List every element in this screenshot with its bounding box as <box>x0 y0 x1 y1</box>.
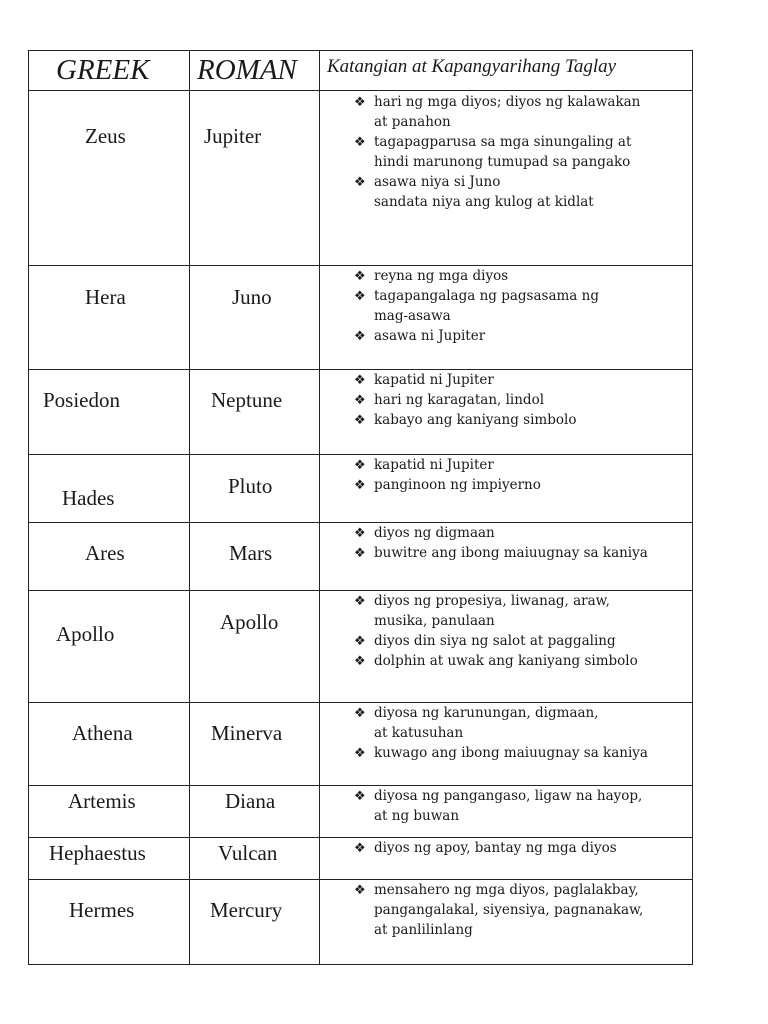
roman-name: Neptune <box>211 388 283 412</box>
trait-text: buwitre ang ibong maiuugnay sa kaniya <box>374 545 648 561</box>
roman-name: Mercury <box>210 898 283 922</box>
trait-text: at panlilinlang <box>374 922 473 938</box>
row-divider <box>29 90 692 91</box>
traits-list <box>354 838 689 858</box>
gods-table <box>28 50 693 965</box>
trait-text: hindi marunong tumupad sa pangako <box>374 154 631 170</box>
greek-name: Athena <box>72 721 133 745</box>
trait-line <box>354 838 689 858</box>
trait-text: diyosa ng karunungan, digmaan, <box>374 705 599 721</box>
header-roman: ROMAN <box>197 54 297 86</box>
trait-text: at panahon <box>374 114 451 130</box>
trait-text: mag-asawa <box>374 308 451 324</box>
trait-line <box>354 455 689 475</box>
greek-name: Apollo <box>56 622 115 646</box>
trait-text: sandata niya ang kulog at kidlat <box>374 194 594 210</box>
trait-text: asawa niya si Juno <box>374 174 501 190</box>
trait-text: kuwago ang ibong maiuugnay sa kaniya <box>374 745 648 761</box>
trait-text: diyos ng digmaan <box>374 525 495 541</box>
diamond-bullet-icon: ❖ <box>354 789 366 804</box>
greek-name: Zeus <box>85 124 126 148</box>
trait-text: mensahero ng mga diyos, paglalakbay, <box>374 882 639 898</box>
trait-text: at ng buwan <box>374 808 460 824</box>
trait-text: hari ng karagatan, lindol <box>374 392 545 408</box>
trait-line <box>354 92 689 112</box>
trait-text: musika, panulaan <box>374 613 495 629</box>
trait-text: diyos ng apoy, bantay ng mga diyos <box>374 840 617 856</box>
roman-name: Mars <box>229 541 273 565</box>
diamond-bullet-icon: ❖ <box>354 594 366 609</box>
traits-list <box>354 786 689 826</box>
trait-text: pangangalakal, siyensiya, pagnanakaw, <box>374 902 644 918</box>
diamond-bullet-icon: ❖ <box>354 289 366 304</box>
trait-text: reyna ng mga diyos <box>374 268 509 284</box>
diamond-bullet-icon: ❖ <box>354 478 366 493</box>
roman-name: Vulcan <box>218 841 278 865</box>
trait-line <box>354 326 689 346</box>
trait-text: tagapangalaga ng pagsasama ng <box>374 288 599 304</box>
trait-text: diyosa ng pangangaso, ligaw na hayop, <box>374 788 643 804</box>
trait-line <box>354 390 689 410</box>
trait-text: hari ng mga diyos; diyos ng kalawakan <box>374 94 641 110</box>
greek-name: Hermes <box>69 898 135 922</box>
trait-text: at katusuhan <box>374 725 464 741</box>
trait-line <box>354 286 689 306</box>
greek-name: Artemis <box>68 789 136 813</box>
header-traits: Katangian at Kapangyarihang Taglay <box>327 56 617 77</box>
trait-text: kapatid ni Jupiter <box>374 372 494 388</box>
trait-line <box>354 920 689 940</box>
diamond-bullet-icon: ❖ <box>354 458 366 473</box>
trait-line <box>354 591 689 611</box>
trait-text: diyos din siya ng salot at paggaling <box>374 633 616 649</box>
traits-list <box>354 92 689 212</box>
diamond-bullet-icon: ❖ <box>354 746 366 761</box>
greek-name: Hera <box>85 285 126 309</box>
trait-line <box>354 306 689 326</box>
traits-list <box>354 703 689 763</box>
traits-list <box>354 523 689 563</box>
diamond-bullet-icon: ❖ <box>354 175 366 190</box>
trait-line <box>354 370 689 390</box>
trait-line <box>354 703 689 723</box>
trait-text: kabayo ang kaniyang simbolo <box>374 412 577 428</box>
diamond-bullet-icon: ❖ <box>354 841 366 856</box>
diamond-bullet-icon: ❖ <box>354 706 366 721</box>
trait-line <box>354 112 689 132</box>
greek-name: Hephaestus <box>49 841 146 865</box>
diamond-bullet-icon: ❖ <box>354 654 366 669</box>
column-divider <box>319 51 320 964</box>
roman-name: Juno <box>232 285 272 309</box>
trait-line <box>354 410 689 430</box>
roman-name: Minerva <box>211 721 283 745</box>
header-greek: GREEK <box>56 54 150 86</box>
column-divider <box>189 51 190 964</box>
trait-line <box>354 523 689 543</box>
diamond-bullet-icon: ❖ <box>354 413 366 428</box>
traits-list <box>354 370 689 430</box>
roman-name: Apollo <box>220 610 279 634</box>
trait-text: diyos ng propesiya, liwanag, araw, <box>374 593 610 609</box>
trait-text: kapatid ni Jupiter <box>374 457 494 473</box>
trait-text: asawa ni Jupiter <box>374 328 486 344</box>
diamond-bullet-icon: ❖ <box>354 634 366 649</box>
greek-name: Ares <box>85 541 125 565</box>
greek-name: Posiedon <box>43 388 121 412</box>
trait-text: dolphin at uwak ang kaniyang simbolo <box>374 653 638 669</box>
trait-line <box>354 475 689 495</box>
trait-text: panginoon ng impiyerno <box>374 477 541 493</box>
traits-list <box>354 880 689 940</box>
trait-line <box>354 611 689 631</box>
traits-list <box>354 455 689 495</box>
diamond-bullet-icon: ❖ <box>354 269 366 284</box>
trait-line <box>354 743 689 763</box>
diamond-bullet-icon: ❖ <box>354 526 366 541</box>
trait-line <box>354 806 689 826</box>
trait-line <box>354 152 689 172</box>
diamond-bullet-icon: ❖ <box>354 373 366 388</box>
trait-line <box>354 192 689 212</box>
trait-line <box>354 900 689 920</box>
trait-line <box>354 723 689 743</box>
trait-line <box>354 880 689 900</box>
trait-line <box>354 786 689 806</box>
diamond-bullet-icon: ❖ <box>354 883 366 898</box>
traits-list <box>354 266 689 346</box>
trait-line <box>354 266 689 286</box>
diamond-bullet-icon: ❖ <box>354 95 366 110</box>
diamond-bullet-icon: ❖ <box>354 393 366 408</box>
diamond-bullet-icon: ❖ <box>354 135 366 150</box>
trait-line <box>354 132 689 152</box>
trait-line <box>354 172 689 192</box>
trait-line <box>354 631 689 651</box>
roman-name: Pluto <box>228 474 273 498</box>
roman-name: Jupiter <box>204 124 262 148</box>
greek-name: Hades <box>62 486 115 510</box>
trait-text: tagapagparusa sa mga sinungaling at <box>374 134 632 150</box>
roman-name: Diana <box>225 789 276 813</box>
diamond-bullet-icon: ❖ <box>354 329 366 344</box>
trait-line <box>354 651 689 671</box>
traits-list <box>354 591 689 671</box>
diamond-bullet-icon: ❖ <box>354 546 366 561</box>
trait-line <box>354 543 689 563</box>
